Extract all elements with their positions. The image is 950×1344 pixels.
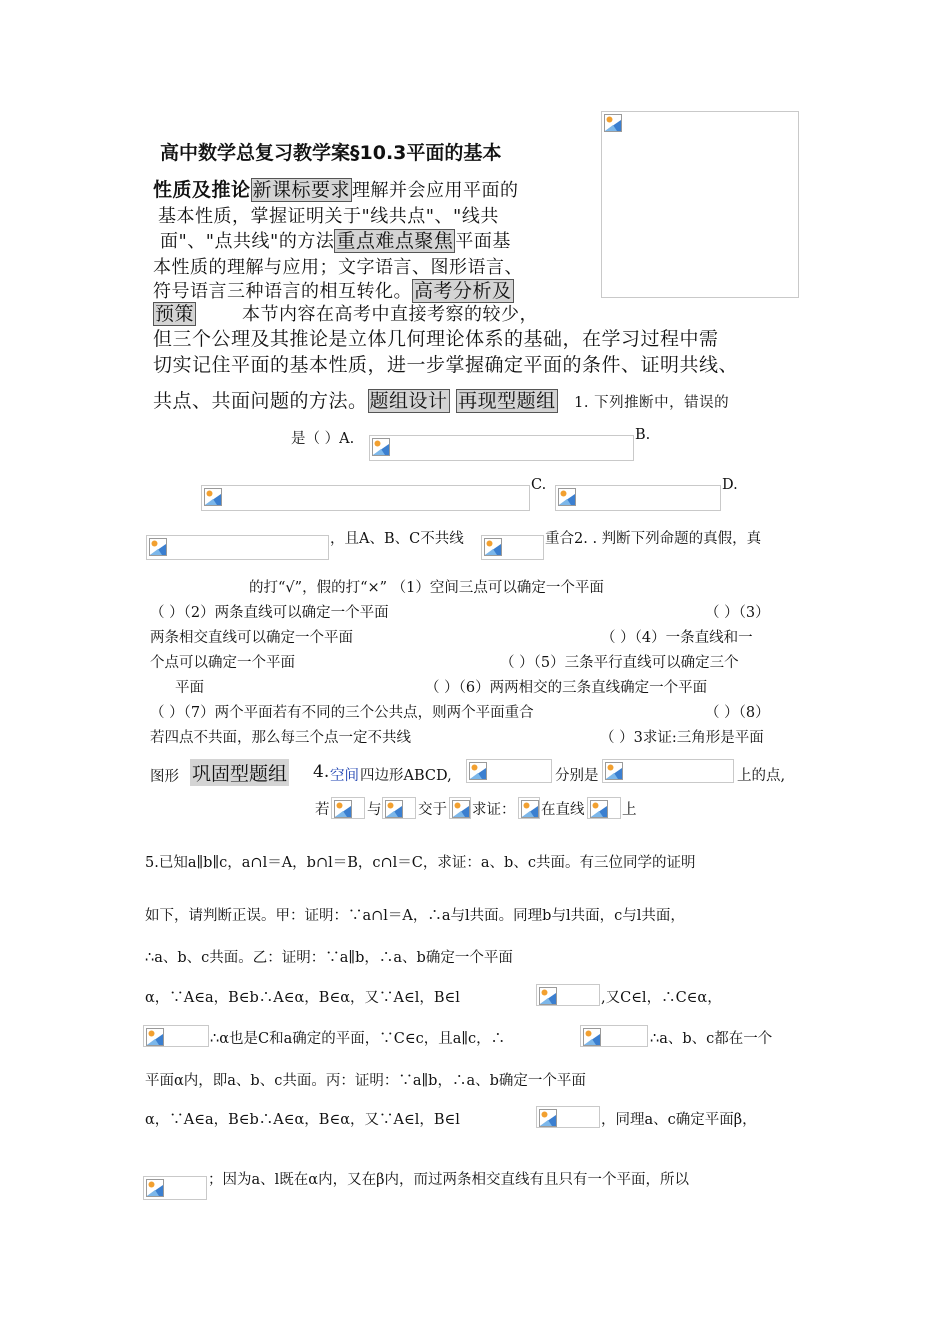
q5-line-4b: ,又C∈l，∴C∈α，	[601, 990, 722, 1006]
q2-line-2a: 两条相交直线可以确定一个平面	[150, 630, 353, 646]
intro-line-4: 本性质的理解与应用；文字语言、图形语言、	[153, 257, 523, 278]
option-d-text: ，且A、B、C不共线	[330, 531, 464, 547]
broken-image-icon	[539, 987, 557, 1005]
broken-image-icon	[539, 1109, 557, 1127]
question-1-line: 是（ ）A.	[291, 431, 355, 447]
keyword-space: 空间	[330, 768, 359, 784]
question-4-number: 4.	[313, 762, 330, 782]
q2-line-5a: （ ）（7）两个平面若有不同的三个公共点，则两个平面重合	[150, 705, 534, 721]
option-a-formula	[369, 435, 634, 461]
q2-line-4b: （ ）（6）两两相交的三条直线确定一个平面	[425, 680, 708, 696]
option-d-label: D.	[722, 477, 738, 493]
q2-line-1b: （ ）（3）	[705, 605, 770, 621]
q4-text-ruo: 若	[315, 802, 330, 818]
q4-formula-4	[382, 797, 416, 819]
q2-line-6a: 若四点不共面，那么每三个点一定不共线	[150, 730, 411, 746]
q4-formula-7	[587, 797, 621, 819]
q5-formula-1	[536, 984, 600, 1006]
q5-formula-2	[143, 1025, 209, 1047]
q2-line-3a: 个点可以确定一个平面	[150, 655, 295, 671]
broken-image-icon	[149, 538, 167, 556]
q2-line-3b: （ ）（5）三条平行直线可以确定三个	[500, 655, 739, 671]
analysis-line-4	[153, 386, 729, 413]
broken-image-icon	[146, 1028, 164, 1046]
question-3-end: 图形	[150, 769, 179, 785]
broken-image-icon	[604, 114, 622, 132]
intro-line-6	[153, 299, 538, 326]
broken-image-icon	[334, 800, 352, 818]
q5-line-5b: ∴a、b、c都在一个	[650, 1031, 773, 1047]
analysis-line-2: 但三个公理及其推论是立体几何理论体系的基础，在学习过程中需	[153, 328, 719, 350]
broken-image-icon	[484, 538, 502, 556]
q2-line-6b: （ ）3求证:三角形是平面	[600, 730, 764, 746]
broken-image-icon	[452, 800, 470, 818]
intro-line-1	[153, 175, 519, 202]
section-tag-requirements: 新课标要求	[252, 179, 351, 201]
q5-line-7b: ，同理a、c确定平面β，	[601, 1112, 757, 1128]
q5-line-2: 如下，请判断正误。甲：证明：∵a∩l＝A，∴a与l共面。同理b与l共面，c与l共面，	[145, 908, 685, 924]
q4-text-shang: 上	[622, 802, 637, 818]
section-tag-key-points: 重点难点聚焦	[336, 230, 454, 252]
q4-formula-1	[466, 759, 552, 783]
broken-image-icon	[558, 488, 576, 506]
q5-line-7a: α，∵A∈a，B∈b∴A∈α，B∈α，又∵A∈l，B∈l	[145, 1112, 460, 1128]
q2-line-4a: 平面	[175, 680, 204, 696]
q4-formula-2	[602, 759, 734, 783]
section-tag-design: 题组设计	[369, 390, 448, 412]
question-2-start: 重合2. . 判断下列命题的真假，真	[545, 531, 762, 547]
q5-formula-4	[536, 1106, 600, 1128]
intro-line-3	[160, 226, 511, 253]
text: 本节内容在高考中直接考察的较少，	[242, 304, 539, 325]
q4-text-a: 四边形ABCD,	[360, 768, 452, 784]
text: 符号语言三种语言的相互转化。	[153, 281, 412, 302]
broken-image-icon	[469, 762, 487, 780]
option-d-formula-2	[481, 535, 544, 560]
q5-line-6: 平面α内，即a、b、c共面。丙：证明：∵a∥b，∴a、b确定一个平面	[145, 1073, 586, 1089]
broken-image-icon	[583, 1028, 601, 1046]
q2-line-1a: （ ）（2）两条直线可以确定一个平面	[150, 605, 389, 621]
figure-placeholder	[601, 111, 799, 298]
broken-image-icon	[146, 1179, 164, 1197]
page-title: 高中数学总复习教学案§10.3平面的基本	[160, 142, 502, 164]
text: 理解并会应用平面的	[352, 180, 519, 201]
option-d-formula	[146, 535, 329, 560]
text: 共点、共面问题的方法。	[153, 390, 368, 412]
q5-line-8: ；因为a、l既在α内，又在β内，而过两条相交直线有且只有一个平面，所以	[208, 1172, 689, 1188]
broken-image-icon	[590, 800, 608, 818]
broken-image-icon	[385, 800, 403, 818]
q4-formula-6	[518, 797, 540, 819]
question-1-start: 1. 下列推断中，错误的	[574, 395, 730, 411]
text: 面"、"点共线"的方法	[160, 231, 335, 252]
broken-image-icon	[372, 438, 390, 456]
q2-line-5b: （ ）（8）	[705, 705, 770, 721]
q4-text-yu: 与	[367, 802, 382, 818]
option-b-formula	[201, 485, 530, 511]
section-tag-reappear: 再现型题组	[458, 390, 556, 412]
title-continuation: 性质及推论	[153, 179, 251, 201]
q2-line-2b: （ ）（4）一条直线和一	[601, 630, 753, 646]
option-c-label: C.	[531, 477, 547, 493]
section-tag-consolidate: 巩固型题组	[190, 759, 289, 786]
q5-formula-5	[143, 1176, 207, 1200]
q5-line-5a: ∴α也是C和a确定的平面，∵C∈c，且a∥c，∴	[210, 1031, 506, 1047]
q4-formula-5	[449, 797, 471, 819]
option-b-label: B.	[635, 427, 651, 443]
option-c-formula	[555, 485, 721, 511]
q4-text-jiaoyu: 交于	[418, 802, 447, 818]
q4-text-qiuzheng: 求证：	[472, 802, 516, 818]
section-tag-analysis-cont: 预策	[155, 303, 195, 325]
q4-text-b: 分别是	[555, 768, 599, 784]
q4-formula-3	[331, 797, 365, 819]
q4-text-zaizhixian: 在直线	[541, 802, 585, 818]
q5-line-1: 5.已知a∥b∥c，a∩l＝A，b∩l＝B，c∩l＝C，求证：a、b、c共面。有三位同学的证明	[145, 855, 696, 871]
q5-line-4a: α，∵A∈a，B∈b∴A∈α，B∈α，又∵A∈l，B∈l	[145, 990, 460, 1006]
q5-line-3: ∴a、b、c共面。乙：证明：∵a∥b，∴a、b确定一个平面	[145, 950, 513, 966]
intro-line-2: 基本性质，掌握证明关于"线共点"、"线共	[158, 206, 499, 227]
text: 平面基	[455, 231, 511, 252]
analysis-line-3: 切实记住平面的基本性质，进一步掌握确定平面的条件、证明共线、	[153, 354, 739, 376]
q5-formula-3	[580, 1025, 648, 1047]
q4-text-c: 上的点,	[737, 768, 786, 784]
section-tag-analysis: 高考分析及	[414, 280, 512, 302]
broken-image-icon	[605, 762, 623, 780]
question-2-intro: 的打“√”，假的打“×” （1）空间三点可以确定一个平面	[249, 580, 604, 596]
broken-image-icon	[204, 488, 222, 506]
broken-image-icon	[521, 800, 539, 818]
